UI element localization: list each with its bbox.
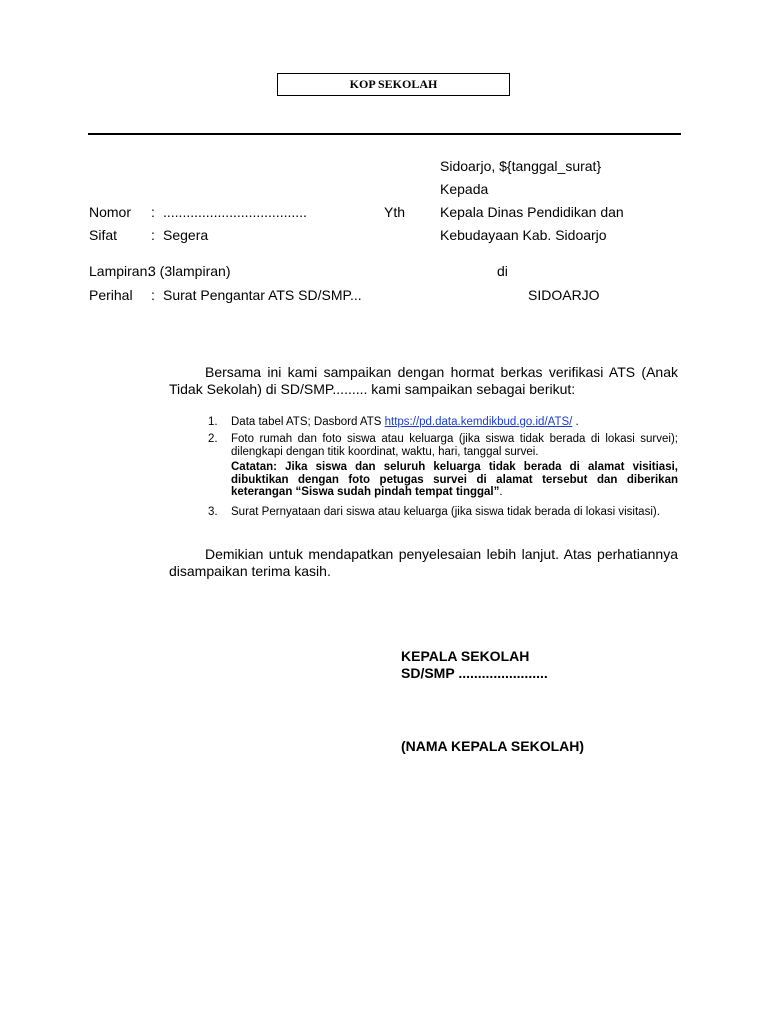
- signature-title: KEPALA SEKOLAH: [401, 648, 530, 664]
- letterhead-label: KOP SEKOLAH: [349, 77, 438, 91]
- sifat-label: Sifat: [89, 227, 118, 243]
- list-item: [231, 433, 678, 458]
- nomor-colon: :: [151, 204, 155, 220]
- list-item-tail: .: [572, 416, 579, 428]
- intro-text: Bersama ini kami sampaikan dengan hormat berkas verifikasi ATS (Anak Tidak Sekolah) di SD/SMP......... kami sampaikan sebagai berikut:: [169, 364, 678, 397]
- recipient-city: SIDOARJO: [528, 287, 600, 303]
- perihal-value: Surat Pengantar ATS SD/SMP...: [163, 287, 362, 303]
- list-item-text: Foto rumah dan foto siswa atau keluarga (jika siswa tidak berada di lokasi survei); dilengkapi dengan titik koordinat, waktu, hari, tanggal survei.: [231, 433, 678, 458]
- list-number: 1.: [208, 416, 218, 428]
- list-item-text: Surat Pernyataan dari siswa atau keluarga (jika siswa tidak berada di lokasi visitasi).: [231, 506, 660, 518]
- header-divider: [88, 133, 681, 135]
- recipient-yth: Yth: [384, 204, 406, 220]
- list-item-note: [231, 461, 678, 499]
- nomor-label: Nomor: [89, 204, 132, 220]
- list-item: [231, 506, 678, 519]
- list-number: 2.: [208, 433, 218, 445]
- sifat-colon: :: [151, 227, 155, 243]
- lampiran-value: 3 (3lampiran): [148, 263, 231, 279]
- note-text: Catatan: Jika siswa dan seluruh keluarga tidak berada di alamat visitiasi, dibuktikan dengan foto petugas survei di alamat tersebut dan diberikan keterangan “Siswa sudah pindah tempat tinggal”: [231, 461, 678, 498]
- signature-school: SD/SMP .......................: [401, 665, 548, 681]
- perihal-label: Perihal: [89, 287, 133, 303]
- letterhead-box: [277, 73, 510, 96]
- recipient-di: di: [497, 263, 508, 279]
- list-item-text: Data tabel ATS; Dasbord ATS: [231, 416, 385, 428]
- list-number: 3.: [208, 506, 218, 518]
- closing-text: Demikian untuk mendapatkan penyelesaian lebih lanjut. Atas perhatiannya disampaikan terima kasih.: [169, 546, 678, 579]
- ats-dashboard-link[interactable]: https://pd.data.kemdikbud.go.id/ATS/: [384, 416, 573, 428]
- recipient-line-1: Kepala Dinas Pendidikan dan: [440, 204, 624, 220]
- lampiran-label: Lampiran:: [89, 263, 152, 279]
- note-tail: .: [499, 486, 503, 498]
- perihal-colon: :: [151, 287, 155, 303]
- place-date: Sidoarjo, ${tanggal_surat}: [440, 158, 602, 174]
- signature-name: (NAMA KEPALA SEKOLAH): [401, 738, 585, 754]
- closing-paragraph: [169, 546, 678, 580]
- nomor-value: .....................................: [163, 204, 307, 220]
- recipient-kepada: Kepada: [440, 181, 489, 197]
- intro-paragraph: [169, 364, 678, 398]
- recipient-line-2: Kebudayaan Kab. Sidoarjo: [440, 227, 607, 243]
- sifat-value: Segera: [163, 227, 209, 243]
- list-item: [231, 416, 678, 429]
